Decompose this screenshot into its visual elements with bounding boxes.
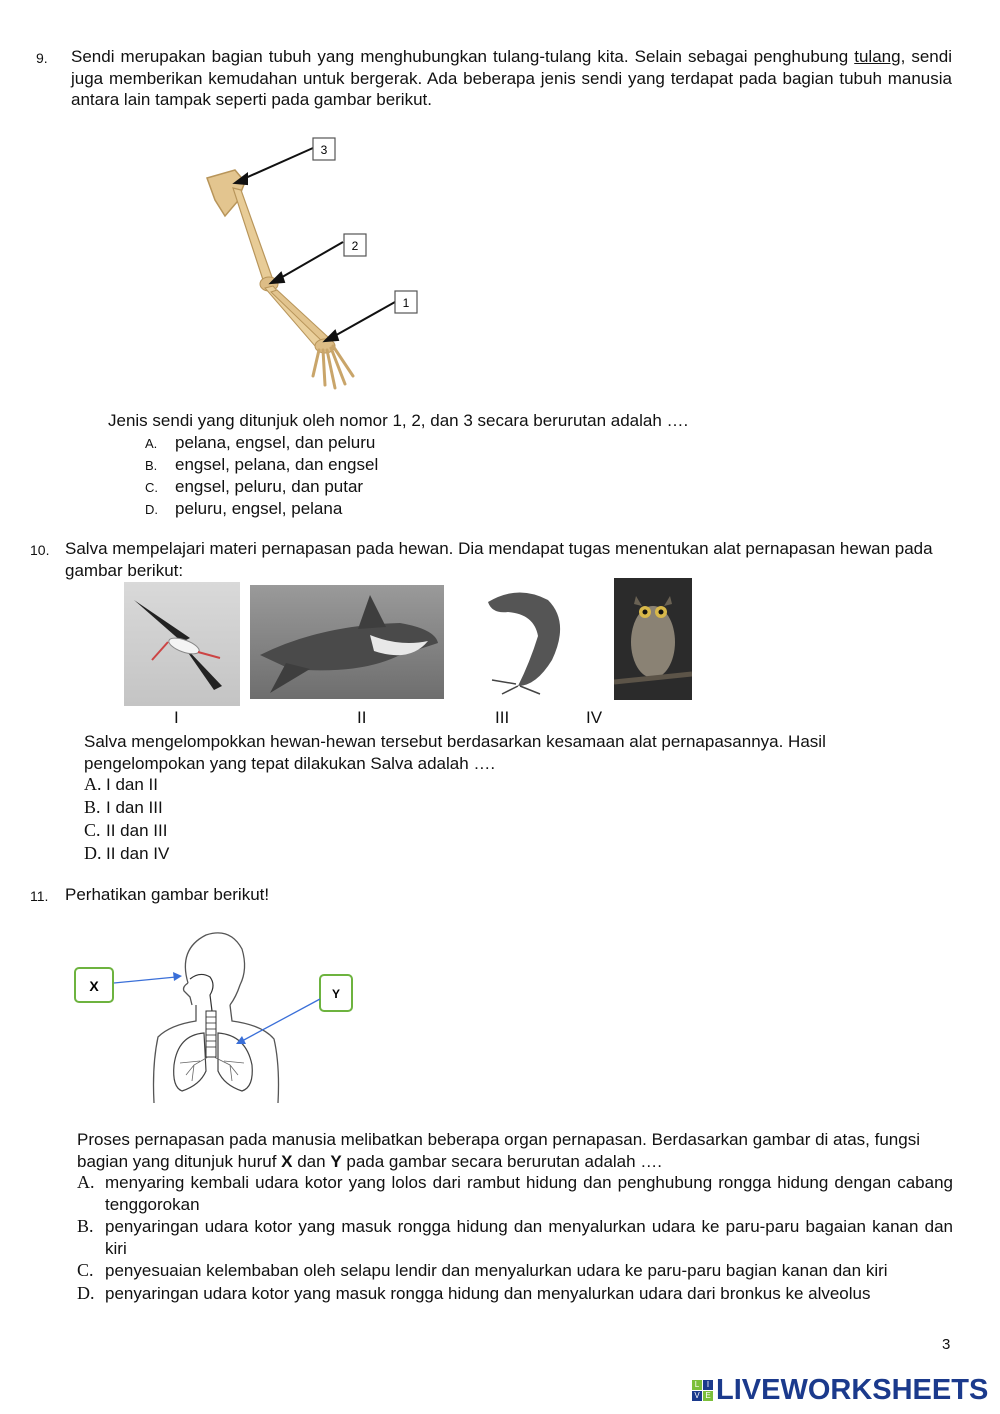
- arm-skeleton-svg: [195, 130, 430, 395]
- arm-skeleton-figure: [195, 130, 430, 395]
- label-x: X: [89, 978, 99, 994]
- option-text: pelana, engsel, dan peluru: [175, 433, 376, 452]
- q9-stem-underlined: tulang: [854, 47, 901, 66]
- q9-stem: [71, 46, 952, 111]
- option-text: I dan II: [106, 775, 158, 794]
- label-2: 2: [351, 239, 359, 253]
- q11-option-d[interactable]: [77, 1283, 953, 1305]
- brand-name: LIVEWORKSHEETS: [716, 1374, 989, 1406]
- ulna-bone: [271, 290, 329, 344]
- q10-option-c[interactable]: [84, 819, 169, 842]
- brand-logo: [692, 1374, 988, 1407]
- option-text: penyesuaian kelembaban oleh selapu lendir dan menyalurkan udara ke paru-paru bagian kanan dan kiri: [105, 1261, 888, 1280]
- brand-cell-i: I: [703, 1380, 713, 1390]
- brand-cell-v: V: [692, 1391, 702, 1401]
- animal-image-catfish: [478, 582, 588, 698]
- brand-cell-e: E: [703, 1391, 713, 1401]
- option-text: menyaring kembali udara kotor yang lolos dari rambut hidung dan penghubung rongga hidung dengan cabang tenggorokan: [105, 1173, 953, 1214]
- q11-question-y: Y: [330, 1151, 342, 1171]
- animal-image-owl: [614, 578, 692, 700]
- q11-number: 11.: [30, 888, 49, 904]
- option-letter: D.: [84, 843, 102, 863]
- q9-stem-part2: , sendi juga memberikan kemudahan untuk bergerak. Ada beberapa jenis sendi yang terdapat pada bagian tubuh manusia antara lain tampak seperti pada gambar berikut.: [71, 47, 952, 109]
- respiratory-svg: [70, 925, 360, 1105]
- q11-stem: Perhatikan gambar berikut!: [65, 885, 270, 904]
- catfish-svg: [478, 582, 588, 698]
- brand-cell-l: L: [692, 1380, 702, 1390]
- q9-option-d[interactable]: [145, 498, 378, 520]
- humerus-bone: [233, 188, 273, 286]
- q9-question: Jenis sendi yang ditunjuk oleh nomor 1, 2, dan 3 secara berurutan adalah ….: [108, 411, 689, 430]
- q10-question: Salva mengelompokkan hewan-hewan tersebut berdasarkan kesamaan alat pernapasannya. Hasil pengelompokan yang tepat dilakukan Salva adalah ….: [84, 732, 826, 773]
- option-text: I dan III: [106, 798, 163, 817]
- option-text: penyaringan udara kotor yang masuk rongga hidung dan menyalurkan udara dari bronkus ke alveolus: [105, 1283, 871, 1303]
- option-text: engsel, peluru, dan putar: [175, 477, 364, 496]
- q11-options: [77, 1172, 953, 1304]
- label-3: 3: [320, 143, 328, 157]
- option-text: penyaringan udara kotor yang masuk rongga hidung dan menyalurkan udara ke paru-paru bagaian kanan dan kiri: [105, 1217, 953, 1258]
- option-letter: A.: [145, 436, 158, 451]
- roman-label-4: IV: [586, 708, 603, 727]
- q11-option-b[interactable]: [77, 1216, 953, 1259]
- option-letter: A.: [84, 774, 102, 794]
- q11-question: [77, 1129, 952, 1172]
- page-number: 3: [942, 1336, 951, 1353]
- roman-label-1: I: [174, 708, 179, 727]
- q10-number: 10.: [30, 542, 50, 558]
- option-letter: D.: [77, 1282, 95, 1303]
- label-y: Y: [331, 987, 341, 1001]
- q10-options: [84, 773, 169, 865]
- q11-question-x: X: [281, 1151, 293, 1171]
- option-text: II dan IV: [106, 844, 170, 863]
- option-letter: C.: [145, 480, 158, 495]
- q11-question-part3: pada gambar secara berurutan adalah ….: [341, 1151, 663, 1171]
- q9-number: 9.: [36, 50, 48, 66]
- q10-option-d[interactable]: [84, 842, 169, 865]
- option-letter: C.: [84, 820, 101, 840]
- finger-bones: [313, 346, 353, 388]
- label-1: 1: [402, 296, 410, 310]
- q9-option-a[interactable]: [145, 432, 378, 454]
- animal-image-stork: [124, 582, 240, 706]
- q11-question-part1: Proses pernapasan pada manusia melibatkan beberapa organ pernapasan. Berdasarkan gambar di atas, fungsi bagian yang ditunjuk huruf: [77, 1130, 920, 1171]
- option-letter: B.: [84, 797, 101, 817]
- respiratory-diagram: [70, 925, 360, 1105]
- option-letter: B.: [145, 458, 158, 473]
- q10-option-b[interactable]: [84, 796, 169, 819]
- q9-stem-part1: Sendi merupakan bagian tubuh yang menghubungkan tulang-tulang kita. Selain sebagai penghubung: [71, 47, 855, 66]
- q11-option-c[interactable]: [77, 1260, 953, 1282]
- option-letter: C.: [77, 1260, 94, 1280]
- option-text: peluru, engsel, pelana: [175, 499, 343, 518]
- roman-label-3: III: [495, 708, 510, 727]
- option-text: engsel, pelana, dan engsel: [175, 455, 379, 474]
- option-letter: D.: [145, 502, 158, 517]
- roman-label-2: II: [357, 708, 367, 727]
- q11-question-part2: dan: [292, 1151, 331, 1171]
- shark-svg: [250, 585, 444, 699]
- q9-options: [145, 432, 378, 520]
- q9-option-b[interactable]: [145, 454, 378, 476]
- q10-option-a[interactable]: [84, 773, 169, 796]
- q11-option-a[interactable]: [77, 1172, 953, 1215]
- option-letter: B.: [77, 1216, 94, 1236]
- animal-image-shark: [250, 585, 444, 699]
- option-letter: A.: [77, 1172, 95, 1192]
- q9-option-c[interactable]: [145, 476, 378, 498]
- brand-logo-icon: [692, 1380, 713, 1401]
- stork-svg: [124, 582, 240, 706]
- option-text: II dan III: [106, 821, 168, 840]
- q10-stem: Salva mempelajari materi pernapasan pada hewan. Dia mendapat tugas menentukan alat pernapasan hewan pada gambar berikut:: [65, 539, 933, 580]
- owl-svg: [614, 578, 692, 700]
